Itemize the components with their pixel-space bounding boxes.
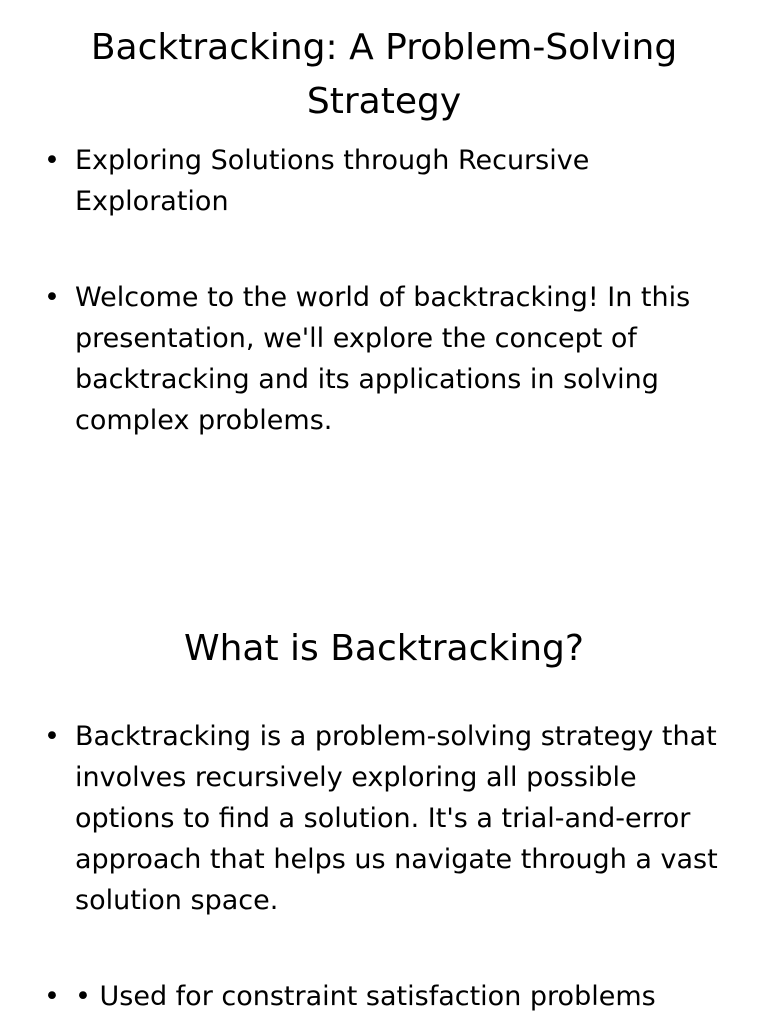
bullet-text: Backtracking is a problem-solving strategy that involves recursively exploring all possible options to find a solution. It's a trial-and-error approach that helps us navigate through a vast solution space.: [75, 721, 718, 916]
bullet-dot-icon: •: [44, 721, 60, 752]
bullet-dot-icon: •: [44, 145, 60, 176]
bullet-item: [44, 716, 735, 921]
slide-title: Backtracking: A Problem-Solving Strategy: [90, 27, 678, 122]
bullet-text: • Used for constraint satisfaction problems: [75, 981, 656, 1012]
bullet-item: [44, 976, 735, 1017]
bullet-dot-icon: •: [44, 282, 60, 313]
bullet-item: [44, 277, 735, 441]
bullet-item: [44, 140, 735, 222]
slide-title: What is Backtracking?: [183, 628, 585, 669]
bullet-dot-icon: •: [44, 981, 60, 1012]
bullet-text: Exploring Solutions through Recursive Exploration: [75, 145, 590, 217]
bullet-text: Welcome to the world of backtracking! In this presentation, we'll explore the concept of backtracking and its applications in solving complex problems.: [75, 282, 691, 436]
